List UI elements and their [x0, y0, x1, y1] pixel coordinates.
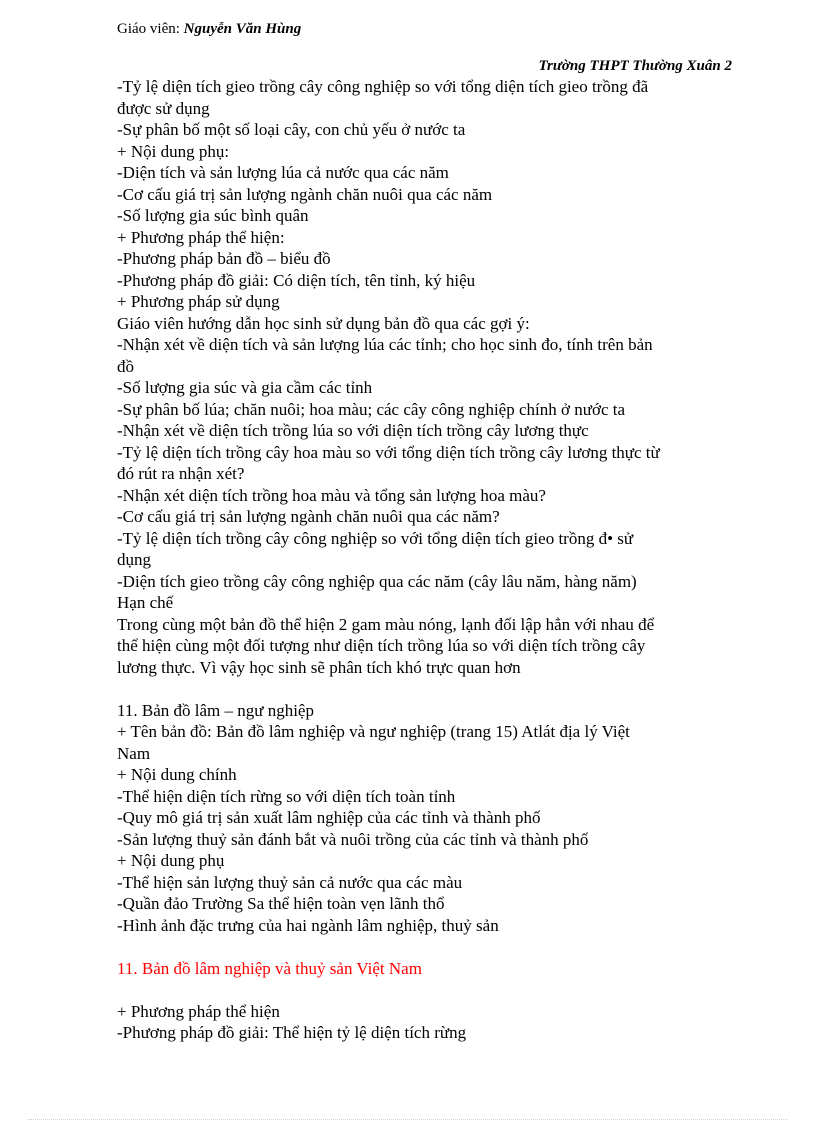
text-line: -Cơ cấu giá trị sản lượng ngành chăn nuôi qua các năm: [117, 184, 493, 204]
text-line: -Quy mô giá trị sản xuất lâm nghiệp của các tỉnh và thành phố: [117, 808, 541, 827]
page-header-teacher: [117, 19, 301, 39]
text-line: 11. Bản đồ lâm – ngư nghiệp: [117, 700, 314, 720]
text-line: [117, 979, 729, 1001]
text-line: + Phương pháp thể hiện: [117, 1001, 280, 1021]
text-line: được sử dụng: [117, 98, 210, 118]
text-line: [117, 678, 729, 700]
text-line: -Số lượng gia súc và gia cầm các tỉnh: [117, 378, 373, 397]
text-line: -Thể hiện sản lượng thuỷ sản cả nước qua các màu: [117, 872, 463, 892]
page-header-school: Trường THPT Thường Xuân 2: [538, 58, 732, 74]
text-line: Nam: [117, 743, 151, 763]
text-line: + Nội dung phụ:: [117, 141, 230, 161]
text-line: đồ: [117, 356, 134, 376]
text-line: -Sản lượng thuỷ sản đánh bắt và nuôi trồng của các tỉnh và thành phố: [117, 829, 589, 849]
text-line: dụng: [117, 550, 151, 569]
text-line: -Hình ảnh đặc trưng của hai ngành lâm nghiệp, thuỷ sản: [117, 915, 499, 935]
text-line: Giáo viên hướng dẫn học sinh sử dụng bản đồ qua các gợi ý:: [117, 313, 530, 333]
text-line: -Sự phân bố lúa; chăn nuôi; hoa màu; các cây công nghiệp chính ở nước ta: [117, 399, 626, 419]
text-line: Hạn chế: [117, 593, 174, 612]
text-line: -Phương pháp đồ giải: Có diện tích, tên tỉnh, ký hiệu: [117, 270, 476, 290]
text-line: -Tỷ lệ diện tích gieo trồng cây công nghiệp so với tổng diện tích gieo trồng đã: [117, 77, 649, 96]
text-line: -Nhận xét về diện tích trồng lúa so với diện tích trồng cây lương thực: [117, 421, 589, 440]
text-line: -Phương pháp đồ giải: Thể hiện tỷ lệ diện tích rừng: [117, 1023, 467, 1042]
text-line: đó rút ra nhận xét?: [117, 464, 245, 483]
teacher-name: Nguyễn Văn Hùng: [183, 21, 302, 37]
text-line: -Nhận xét diện tích trồng hoa màu và tổng sản lượng hoa màu?: [117, 485, 546, 505]
text-line: thể hiện cùng một đối tượng như diện tích trồng lúa so với diện tích trồng cây: [117, 636, 646, 655]
teacher-label: Giáo viên:: [117, 21, 180, 37]
text-line: -Tỷ lệ diện tích trồng cây hoa màu so với tổng diện tích trồng cây lương thực từ: [117, 442, 660, 462]
section-heading-line: 11. Bản đồ lâm nghiệp và thuỷ sản Việt Nam: [117, 958, 422, 978]
text-line: + Nội dung phụ: [117, 851, 225, 870]
text-line: -Sự phân bố một số loại cây, con chủ yếu ở nước ta: [117, 120, 466, 139]
text-line: -Cơ cấu giá trị sản lượng ngành chăn nuôi qua các năm?: [117, 507, 500, 526]
document-body: [117, 76, 729, 1044]
text-line: -Diện tích gieo trồng cây công nghiệp qua các năm (cây lâu năm, hàng năm): [117, 571, 637, 591]
text-line: -Quần đảo Trường Sa thể hiện toàn vẹn lãnh thổ: [117, 894, 445, 913]
text-line: + Tên bản đồ: Bản đồ lâm nghiệp và ngư nghiệp (trang 15) Atlát địa lý Việt: [117, 722, 630, 741]
text-line: -Phương pháp bản đồ – biểu đồ: [117, 249, 331, 268]
text-line: -Diện tích và sản lượng lúa cả nước qua các năm: [117, 163, 449, 182]
text-line: -Thể hiện diện tích rừng so với diện tích toàn tỉnh: [117, 786, 456, 806]
text-line: + Phương pháp thể hiện:: [117, 227, 285, 247]
text-line: -Số lượng gia súc bình quân: [117, 206, 309, 225]
page-bottom-divider: [28, 1119, 788, 1120]
text-line: + Nội dung chính: [117, 765, 237, 784]
text-line: Trong cùng một bản đồ thể hiện 2 gam màu nóng, lạnh đối lập hẳn với nhau để: [117, 614, 655, 634]
text-line: + Phương pháp sử dụng: [117, 292, 280, 311]
text-line: -Tỷ lệ diện tích trồng cây công nghiệp so với tổng diện tích gieo trồng đ• sử: [117, 528, 634, 548]
text-line: lương thực. Vì vậy học sinh sẽ phân tích khó trực quan hơn: [117, 657, 521, 677]
text-line: [117, 936, 729, 958]
text-line: -Nhận xét về diện tích và sản lượng lúa các tỉnh; cho học sinh đo, tính trên bản: [117, 335, 653, 354]
